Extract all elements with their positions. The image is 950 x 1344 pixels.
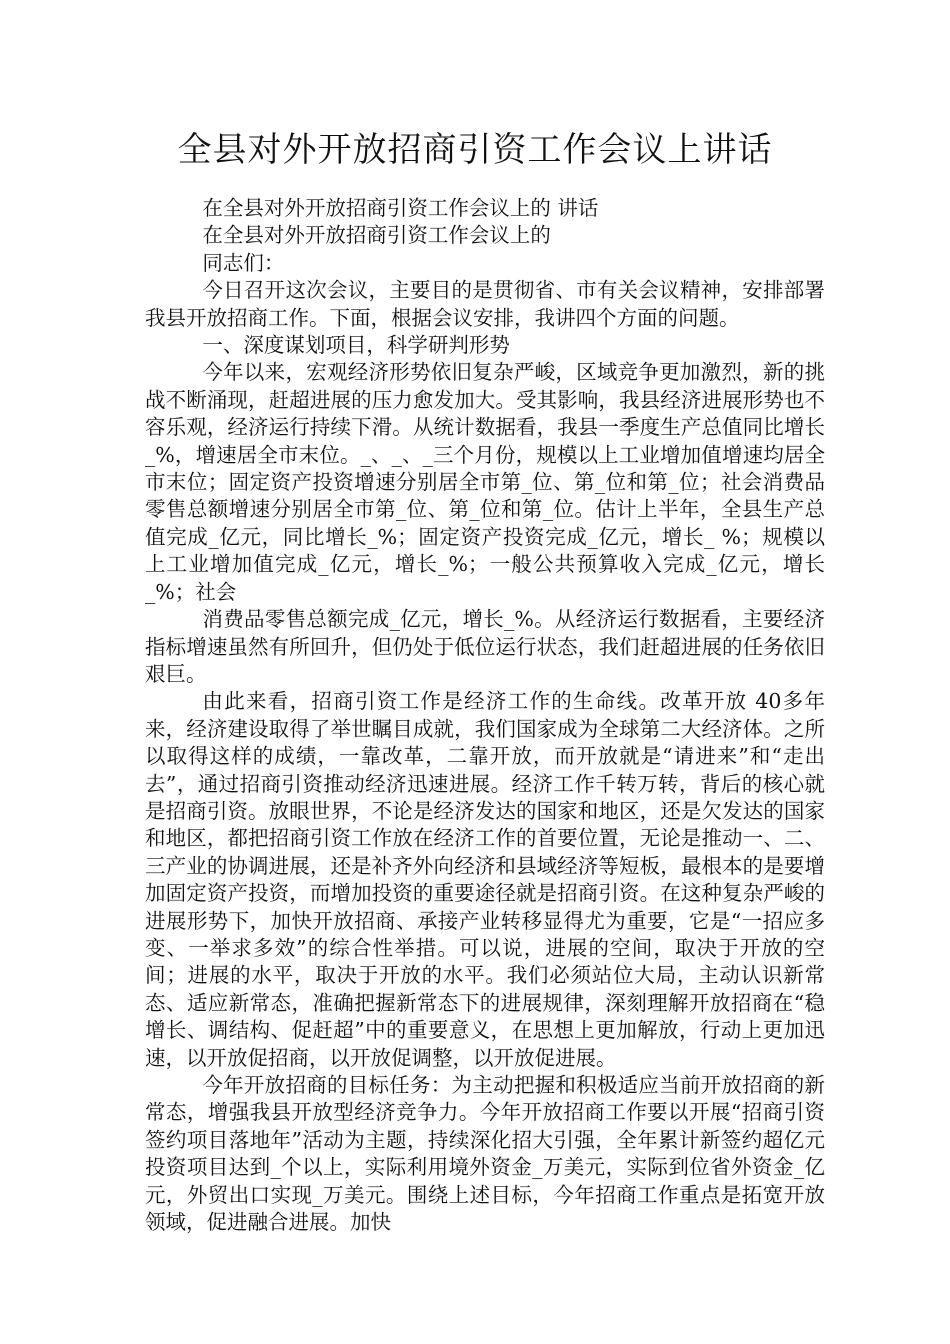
paragraph-opening: 今日召开这次会议，主要目的是贯彻省、市有关会议精神，安排部署我县开放招商工作。下面，根据会议安排，我讲四个方面的问题。: [145, 278, 825, 330]
page-title: 全县对外开放招商引资工作会议上讲话: [177, 130, 773, 170]
section-heading-1: 一、深度谋划项目，科学研判形势: [202, 333, 510, 358]
paragraph-heading-line-2: 在全县对外开放招商引资工作会议上的: [202, 223, 551, 248]
document-body: [145, 195, 825, 1236]
paragraph-salutation: 同志们：: [202, 250, 285, 275]
paragraph-economy-situation: 今年以来，宏观经济形势依旧复杂严峻，区域竞争更加激烈，新的挑战不断涌现，赶超进展的压力愈发加大。受其影响，我县经济进展形势也不容乐观，经济运行持续下滑。从统计数据看，我县一季度生产总值同比增长_%，增速居全市末位。_、_、_三个月份，规模以上工业增加值增速均居全市末位；固定资产投资增速分别居全市第_位、第_位和第_位；社会消费品零售总额增速分别居全市第_位、第_位和第_位。估计上半年，全县生产总值完成_亿元，同比增长_%；固定资产投资完成_亿元，增长_ %；规模以上工业增加值完成_亿元，增长_%；一般公共预算收入完成_亿元，增长_%；社会: [145, 360, 825, 604]
paragraph-economy-continued: 消费品零售总额完成_亿元，增长_%。从经济运行数据看，主要经济指标增速虽然有所回升，但仍处于低位运行状态，我们赶超进展的任务依旧艰巨。: [145, 607, 825, 686]
paragraph-heading-line-1: 在全县对外开放招商引资工作会议上的 讲话: [202, 196, 599, 220]
paragraph-investment-importance: 由此来看，招商引资工作是经济工作的生命线。改革开放 40多年来，经济建设取得了举世瞩目成就，我们国家成为全球第二大经济体。之所以取得这样的成绩，一靠改革，二靠开放，而开放就是“请进来”和“走出去”，通过招商引资推动经济迅速进展。经济工作千转万转，背后的核心就是招商引资。放眼世界，不论是经济发达的国家和地区，还是欠发达的国家和地区，都把招商引资工作放在经济工作的首要位置，无论是推动一、二、三产业的协调进展，还是补齐外向经济和县域经济等短板，最根本的是要增加固定资产投资，而增加投资的重要途径就是招商引资。在这种复杂严峻的进展形势下，加快开放招商、承接产业转移显得尤为重要，它是“一招应多变、一举求多效”的综合性举措。可以说，进展的空间，取决于开放的空间；进展的水平，取决于开放的水平。我们必须站位大局，主动认识新常态、适应新常态，准确把握新常态下的进展规律，深刻理解开放招商在“稳增长、调结构、促赶超”中的重要意义，在思想上更加解放，行动上更加迅速，以开放促招商，以开放促调整，以开放促进展。: [145, 689, 825, 1070]
paragraph-targets: 今年开放招商的目标任务：为主动把握和积极适应当前开放招商的新常态，增强我县开放型经济竞争力。今年开放招商工作要以开展“招商引资签约项目落地年”活动为主题，持续深化招大引强，全年累计新签约超亿元投资项目达到_个以上，实际利用境外资金_万美元，实际到位省外资金_亿元，外贸出口实现_万美元。围绕上述目标，今年招商工作重点是拓宽开放领域，促进融合进展。加快: [145, 1073, 825, 1235]
